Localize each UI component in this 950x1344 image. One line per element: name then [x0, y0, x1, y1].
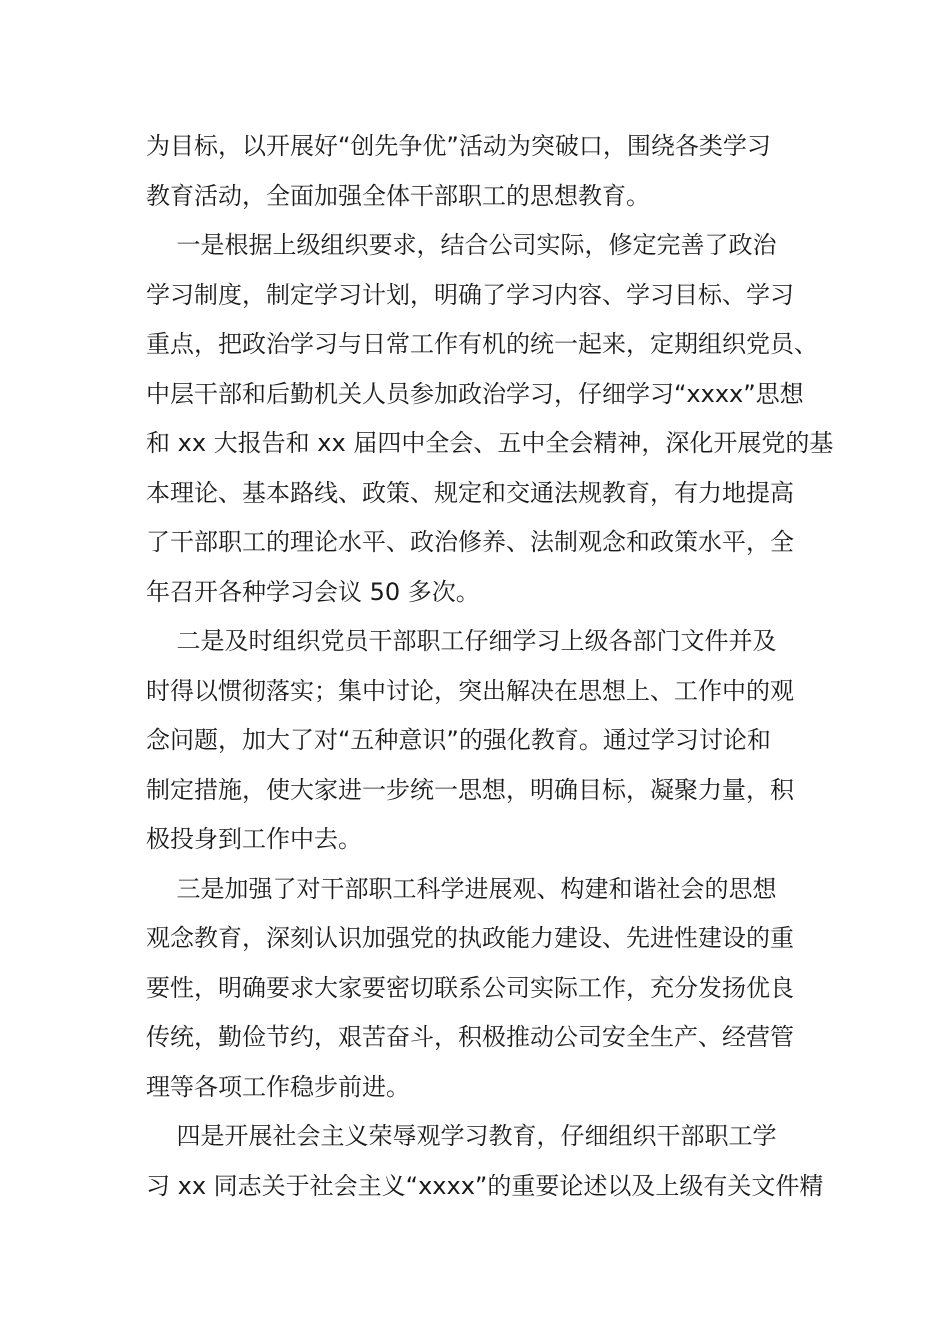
text-line: 和 xx 大报告和 xx 届四中全会、五中全会精神，深化开展党的基: [146, 429, 834, 457]
text-line: 年召开各种学习会议 50 多次。: [146, 577, 480, 606]
document-body: [146, 122, 834, 1211]
text-line: 要性，明确要求大家要密切联系公司实际工作，充分发扬优良: [146, 973, 794, 1002]
text-line: 四是开展社会主义荣辱观学习教育，仔细组织干部职工学: [146, 1122, 777, 1150]
text-line: 一是根据上级组织要求，结合公司实际，修定完善了政治: [146, 231, 777, 259]
text-line: 教育活动，全面加强全体干部职工的思想教育。: [146, 181, 650, 210]
text-line: 重点，把政治学习与日常工作有机的统一起来，定期组织党员、: [146, 330, 818, 358]
text-line: 极投身到工作中去。: [146, 825, 362, 853]
text-line: 二是及时组织党员干部职工仔细学习上级各部门文件并及: [146, 627, 777, 655]
text-line: 传统，勤俭节约，艰苦奋斗，积极推动公司安全生产、经营管: [146, 1023, 794, 1051]
text-line: 理等各项工作稳步前进。: [146, 1072, 410, 1101]
text-line: 习 xx 同志关于社会主义“xxxx”的重要论述以及上级有关文件精: [146, 1171, 824, 1200]
paragraph-item-four: [146, 1112, 824, 1211]
text-line: 本理论、基本路线、政策、规定和交通法规教育，有力地提高: [146, 478, 794, 507]
text-line: 中层干部和后勤机关人员参加政治学习，仔细学习“xxxx”思想: [146, 379, 804, 408]
text-line: 了干部职工的理论水平、政治修养、法制观念和政策水平，全: [146, 528, 794, 556]
text-line: 念问题，加大了对“五种意识”的强化教育。通过学习讨论和: [146, 726, 771, 754]
text-line: 观念教育，深刻认识加强党的执政能力建设、先进性建设的重: [146, 924, 794, 952]
text-line: 为目标，以开展好“创先争优”活动为突破口，围绕各类学习: [146, 132, 771, 160]
paragraph-item-two: [146, 617, 806, 865]
text-line: 三是加强了对干部职工科学进展观、构建和谐社会的思想: [146, 874, 777, 903]
paragraph-item-one: [146, 221, 834, 617]
text-line: 时得以惯彻落实；集中讨论，突出解决在思想上、工作中的观: [146, 676, 794, 705]
text-line: 学习制度，制定学习计划，明确了学习内容、学习目标、学习: [146, 280, 794, 309]
paragraph-item-three: [146, 865, 806, 1113]
paragraph-continuation: [146, 122, 806, 221]
text-line: 制定措施，使大家进一步统一思想，明确目标，凝聚力量，积: [146, 775, 794, 804]
